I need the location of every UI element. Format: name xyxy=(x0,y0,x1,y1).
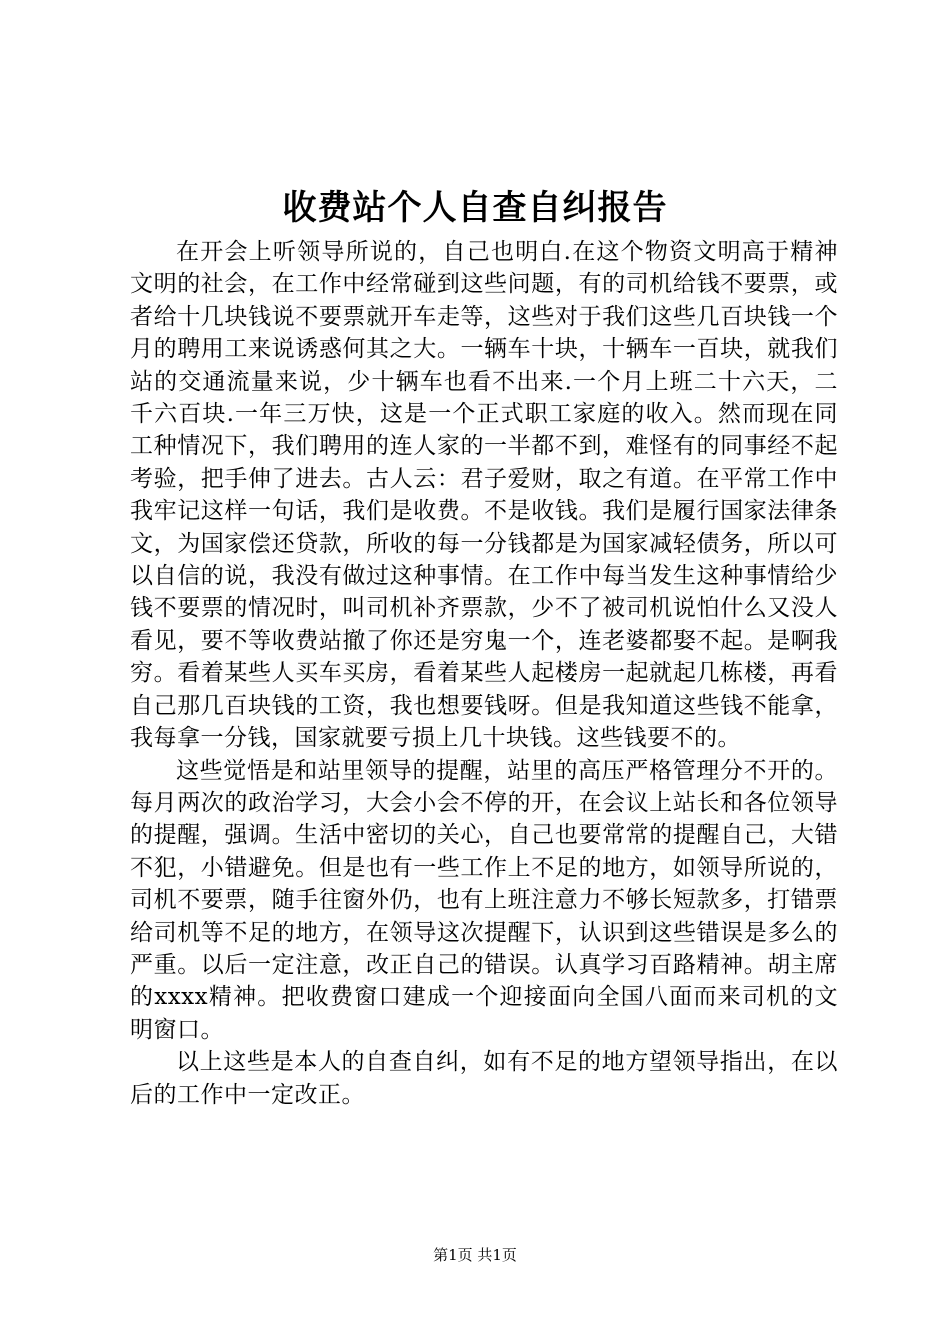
paragraph-2: 这些觉悟是和站里领导的提醒，站里的高压严格管理分不开的。每月两次的政治学习，大会小会不停的开，在会议上站长和各位领导的提醒，强调。生活中密切的关心，自己也要常常的提醒自己，大错不犯，小错避免。但是也有一些工作上不足的地方，如领导所说的，司机不要票，随手往窗外仍，也有上班注意力不够长短款多，打错票给司机等不足的地方，在领导这次提醒下，认识到这些错误是多么的严重。以后一定注意，改正自己的错误。认真学习百路精神。胡主席的xxxx精神。把收费窗口建成一个迎接面向全国八面而来司机的文明窗口。 xyxy=(130,757,838,1043)
document-body xyxy=(130,236,838,1111)
document-title: 收费站个人自查自纠报告 xyxy=(282,188,668,228)
paragraph-1: 在开会上听领导所说的，自己也明白.在这个物资文明高于精神文明的社会，在工作中经常碰到这些问题，有的司机给钱不要票，或者给十几块钱说不要票就开车走等，这些对于我们这些几百块钱一个月的聘用工来说诱惑何其之大。一辆车十块，十辆车一百块，就我们站的交通流量来说，少十辆车也看不出来.一个月上班二十六天，二千六百块.一年三万快，这是一个正式职工家庭的收入。然而现在同工种情况下，我们聘用的连人家的一半都不到，难怪有的同事经不起考验，把手伸了进去。古人云：君子爱财，取之有道。在平常工作中我牢记这样一句话，我们是收费。不是收钱。我们是履行国家法律条文，为国家偿还贷款，所收的每一分钱都是为国家减轻债务，所以可以自信的说，我没有做过这种事情。在工作中每当发生这种事情给少钱不要票的情况时，叫司机补齐票款，少不了被司机说怕什么又没人看见，要不等收费站撤了你还是穷鬼一个，连老婆都娶不起。是啊我穷。看着某些人买车买房，看着某些人起楼房一起就起几栋楼，再看自己那几百块钱的工资，我也想要钱呀。但是我知道这些钱不能拿，我每拿一分钱，国家就要亏损上几十块钱。这些钱要不的。 xyxy=(130,239,838,752)
page-footer: 第1页 共1页 xyxy=(433,1246,517,1264)
paragraph-3: 以上这些是本人的自查自纠，如有不足的地方望领导指出，在以后的工作中一定改正。 xyxy=(130,1049,838,1108)
